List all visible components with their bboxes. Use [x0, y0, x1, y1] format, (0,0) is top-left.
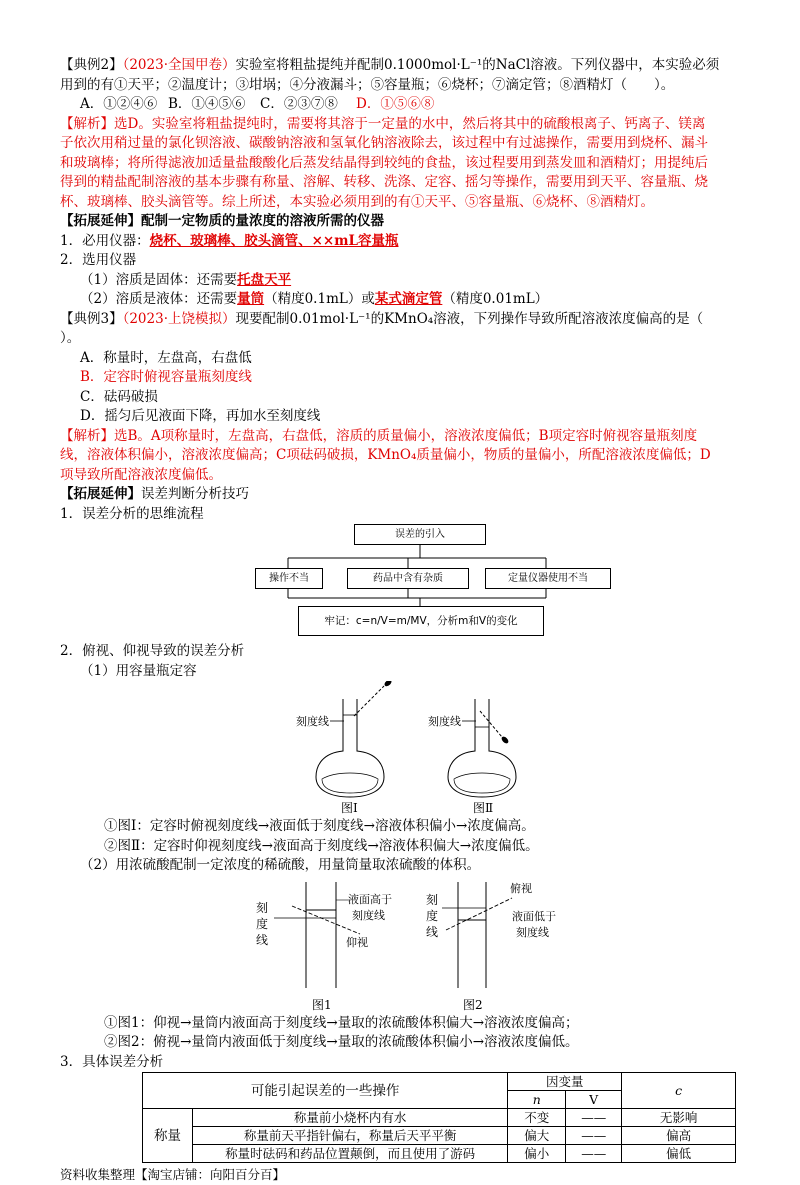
analysis-line: 和玻璃棒；将所得滤液加适量盐酸酸化后蒸发结晶得到较纯的食盐，该过程要用到蒸发皿和酒精灯；用提纯后	[60, 154, 708, 171]
option-b: B．①④⑤⑥	[168, 96, 246, 112]
cyl-label: 线	[426, 924, 439, 939]
error-analysis-table	[142, 1072, 736, 1163]
cyl2-view: 俯视	[510, 881, 532, 895]
v-cell: ——	[566, 1145, 622, 1163]
flask-captions	[60, 799, 750, 817]
option-d: D．摇匀后见液面下降，再加水至刻度线	[80, 408, 321, 424]
note1: ①图Ⅰ：定容时俯视刻度线→液面低于刻度线→溶液体积偏小→浓度偏高。	[104, 818, 535, 834]
op-cell: 称量前天平指针偏右，称量后天平平衡	[192, 1127, 507, 1145]
header-ops: 可能引起误差的一些操作	[143, 1073, 508, 1109]
required-instruments: 烧杯、玻璃棒、胶头滴管、××mL容量瓶	[149, 232, 399, 249]
group-cell: 称量	[143, 1109, 193, 1163]
option-b: B．定容时俯视容量瓶刻度线	[80, 369, 252, 385]
flow-left-box: 操作不当	[255, 568, 323, 589]
fig1-caption: 图Ⅰ	[341, 801, 358, 815]
cyl-label: 度	[426, 908, 439, 923]
op-cell: 称量前小烧杯内有水	[192, 1109, 507, 1127]
cyl1-note: 液面高于	[348, 892, 392, 906]
ext2-sub1: （1）用容量瓶定容	[80, 662, 197, 679]
table-row	[143, 1109, 736, 1127]
flow-middle-box: 药品中含有杂质	[347, 568, 469, 589]
header-var: 因变量	[508, 1073, 622, 1091]
example2-question-text: 实验室将粗盐提纯并配制0.1000mol·L⁻¹的NaCl溶液。下列仪器中，本实验必须	[235, 57, 720, 73]
solid-prefix: （1）溶质是固体：还需要	[80, 271, 238, 288]
example2-label: 【典例2】	[60, 57, 123, 73]
n-cell: 偏大	[508, 1127, 566, 1145]
cyl-label: 刻	[426, 892, 439, 907]
ext1-item1	[60, 232, 750, 252]
example2-source: （2023·全国甲卷）	[122, 57, 236, 73]
example3-label: 【典例3】	[60, 310, 123, 327]
ext2-label: 【拓展延伸】	[60, 486, 141, 502]
analysis-line: 杯、玻璃棒、胶头滴管等。综上所述，本实验必须用到的有①天平、⑤容量瓶、⑥烧杯、⑧酒精灯。	[60, 193, 654, 210]
page-footer: 资料收集整理【淘宝店铺：向阳百分百】	[60, 1167, 286, 1182]
v-cell: ——	[566, 1109, 622, 1127]
liquid-value2: 某式滴定管	[374, 291, 443, 307]
cylinder-diagram	[60, 876, 750, 996]
scale-label-1: 刻度线	[296, 715, 329, 728]
fig2-caption: 图Ⅱ	[473, 801, 494, 815]
example3-question	[60, 310, 750, 330]
ext1-solid	[60, 271, 750, 291]
cyl2-note: 液面低于	[512, 909, 556, 923]
cylinder-1	[256, 882, 392, 988]
liquid-value1: 量筒	[237, 291, 265, 307]
c-cell: 无影响	[622, 1109, 736, 1127]
ext2-title: 误差判断分析技巧	[141, 486, 249, 502]
analysis-line: 线，溶液体积偏小，溶液浓度偏高；C项砝码破损，KMnO₄质量偏小，物质的量偏小，所配溶液浓度偏低；D	[60, 447, 711, 463]
header-n: n	[508, 1091, 566, 1109]
liquid-suffix: （精度0.01mL）	[442, 291, 549, 307]
example2-options	[60, 95, 750, 115]
c-cell: 偏低	[622, 1145, 736, 1163]
analysis-line: 得到的精盐配制溶液的基本步骤有称量、溶解、转移、洗涤、定容、摇匀等操作，需要用到天平、容量瓶、烧	[60, 174, 708, 190]
cyl-label: 线	[256, 932, 269, 947]
error-flowchart	[60, 524, 750, 642]
flask-figures	[60, 681, 750, 799]
ext2-item1: 1．误差分析的思维流程	[60, 505, 204, 522]
liquid-mid: （精度0.1mL）或	[264, 291, 375, 307]
option-c: C．砝码破损	[80, 388, 158, 405]
ext1-title: 配制一定物质的量浓度的溶液所需的仪器	[141, 213, 384, 229]
op-cell: 称量时砝码和药品位置颠倒，而且使用了游码	[192, 1145, 507, 1163]
cyl1-note: 刻度线	[352, 908, 385, 922]
flask-1	[296, 681, 393, 797]
note3: ①图1：仰视→量筒内液面高于刻度线→量取的浓硫酸体积偏大→溶液浓度偏高；	[104, 1014, 579, 1031]
table-row	[143, 1127, 736, 1145]
ext2-heading	[60, 485, 750, 505]
flow-formula-box: 牢记：c=n/V=m/MV，分析m和V的变化	[298, 606, 544, 636]
flow-top-box: 误差的引入	[354, 524, 486, 545]
cylinder-2	[426, 882, 556, 988]
item-prefix: 1．必用仪器：	[60, 232, 150, 249]
v-cell: ——	[566, 1127, 622, 1145]
example3-question-line2: ）。	[60, 330, 81, 346]
page-content	[60, 56, 750, 1185]
example2-question	[60, 56, 750, 76]
ext1-label: 【拓展延伸】	[60, 213, 141, 229]
cyl1-caption: 图1	[312, 997, 332, 1012]
flask-diagram	[60, 681, 750, 799]
analysis-line: 【解析】选D。实验室将粗盐提纯时，需要将其溶于一定量的水中，然后将其中的硫酸根离子、钙离子、镁离	[60, 115, 706, 132]
example3-analysis	[60, 427, 750, 486]
solid-value: 托盘天平	[237, 271, 292, 288]
n-cell: 不变	[508, 1109, 566, 1127]
note4: ②图2：俯视→量筒内液面低于刻度线→量取的浓硫酸体积偏小→溶液浓度偏低。	[104, 1034, 579, 1050]
example3-question-text: 现要配制0.01mol·L⁻¹的KMnO₄溶液，下列操作导致所配溶液浓度偏高的是（	[235, 310, 704, 327]
option-a: A．①②④⑥	[80, 96, 158, 112]
cylinder-figures	[60, 876, 750, 996]
note2: ②图Ⅱ：定容时仰视刻度线→液面高于刻度线→溶液体积偏大→浓度偏低。	[104, 837, 539, 854]
cyl-label: 度	[256, 916, 269, 931]
table-row	[143, 1145, 736, 1163]
ext2-sub2: （2）用浓硫酸配制一定浓度的稀硫酸，用量筒量取浓硫酸的体积。	[80, 857, 481, 873]
table-header-row	[143, 1073, 736, 1091]
example2-analysis	[60, 115, 750, 213]
cyl2-note: 刻度线	[516, 925, 549, 939]
option-a: A．称量时，左盘高，右盘低	[80, 349, 252, 366]
cyl1-view: 仰视	[346, 935, 368, 949]
header-c: c	[622, 1073, 736, 1109]
example3-source: （2023·上饶模拟）	[122, 310, 236, 327]
cylinder-captions	[60, 996, 750, 1014]
flow-right-box: 定量仪器使用不当	[485, 568, 611, 589]
ext1-liquid	[60, 290, 750, 310]
cyl2-caption: 图2	[463, 997, 483, 1012]
c-cell: 偏高	[622, 1127, 736, 1145]
liquid-prefix: （2）溶质是液体：还需要	[80, 291, 238, 307]
flask-2	[428, 699, 516, 797]
ext2-item3: 3．具体误差分析	[60, 1053, 164, 1070]
n-cell: 偏小	[508, 1145, 566, 1163]
ext1-item2: 2．选用仪器	[60, 252, 137, 268]
option-d: D．①⑤⑥⑧	[356, 96, 435, 112]
analysis-line: 子依次用稍过量的氯化钡溶液、碳酸钠溶液和氢氧化钠溶液除去，该过程中有过滤操作，需要用到烧杯、漏斗	[60, 135, 708, 151]
header-v: V	[566, 1091, 622, 1109]
analysis-line: 【解析】选B。A项称量时，左盘高，右盘低，溶质的质量偏小，溶液浓度偏低；B项定容时俯视容量瓶刻度	[60, 427, 698, 444]
analysis-line: 项导致所配溶液浓度偏低。	[60, 466, 222, 483]
scale-label-2: 刻度线	[428, 715, 461, 728]
ext2-item2: 2．俯视、仰视导致的误差分析	[60, 643, 245, 659]
example2-question-line2: 用到的有①天平；②温度计；③坩埚；④分液漏斗；⑤容量瓶；⑥烧杯；⑦滴定管；⑧酒精灯（ ）。	[60, 76, 675, 93]
cyl-label: 刻	[256, 900, 269, 915]
option-c: C．②③⑦⑧	[260, 96, 338, 112]
ext1-heading	[60, 212, 750, 232]
